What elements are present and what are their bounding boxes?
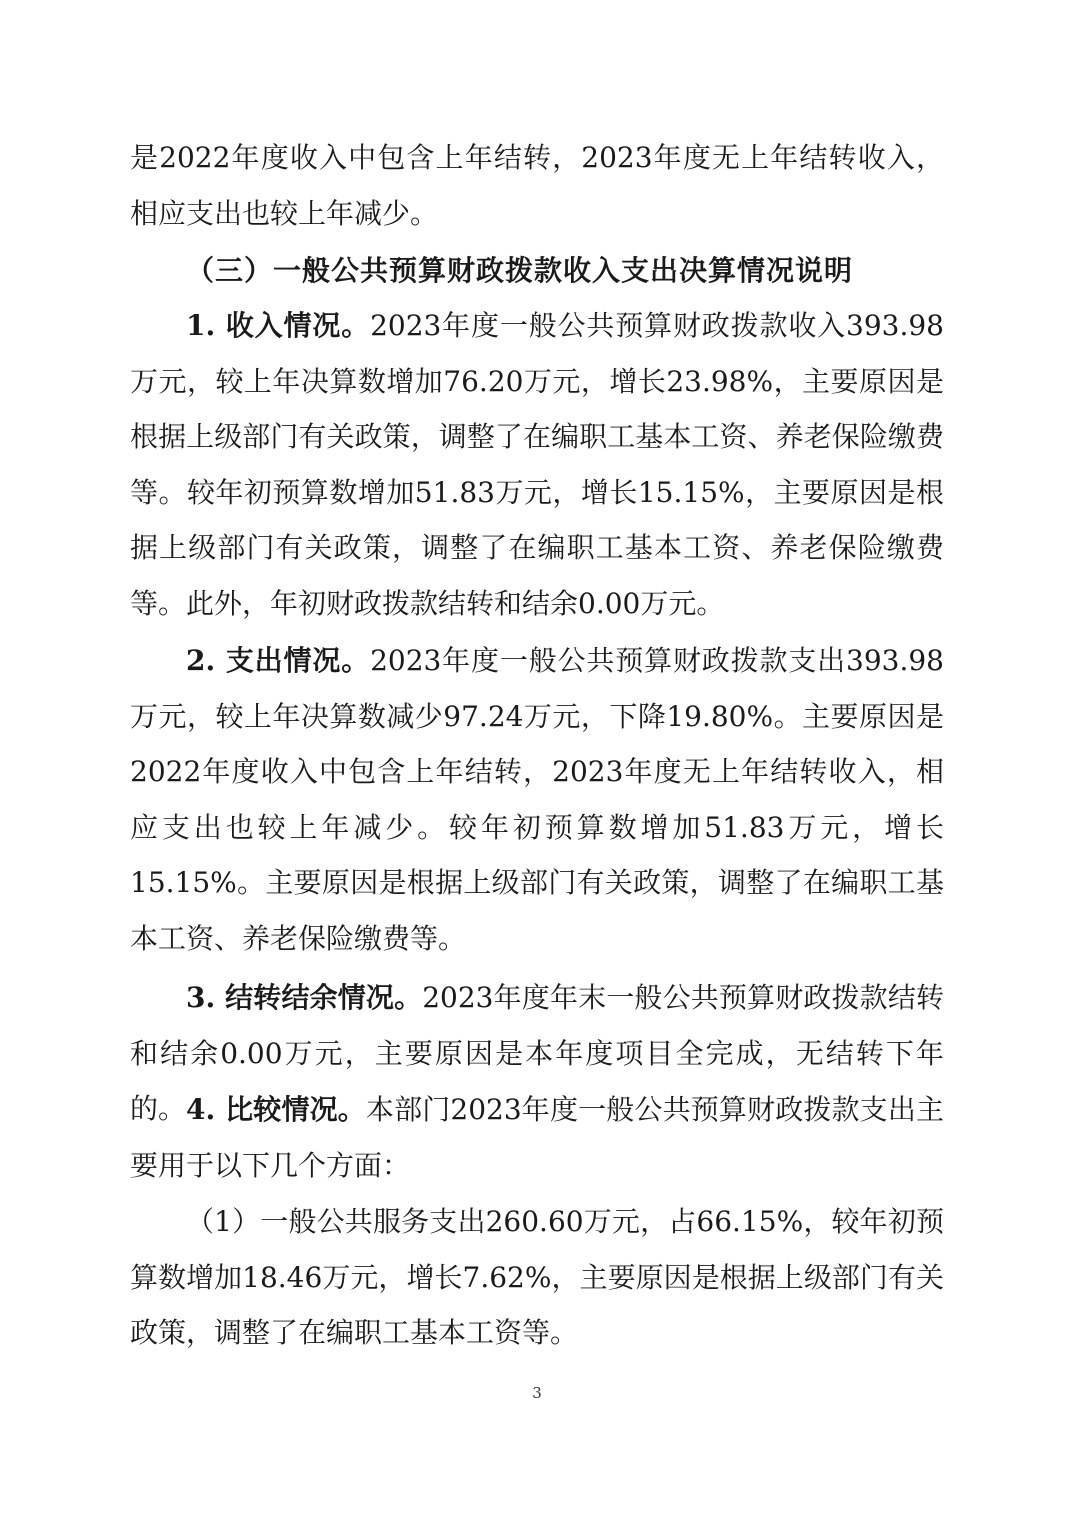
paragraph-item-1	[130, 1194, 944, 1361]
paragraph-lead: 3. 结转结余情况。	[186, 981, 423, 1014]
section-heading-text: （三）一般公共预算财政拨款收入支出决算情况说明	[186, 254, 854, 287]
page-number: 3	[532, 1384, 542, 1402]
paragraph-lead: 2. 支出情况。	[186, 644, 371, 677]
paragraph-lead: 1. 收入情况。	[186, 309, 371, 342]
paragraph-continuation	[130, 130, 944, 241]
paragraph-income	[130, 298, 944, 632]
paragraph-text: 本部门2023年度一般公共预算财政拨款支出主要用于以下几个方面：	[130, 1093, 944, 1182]
paragraph-lead: 4. 比较情况。	[186, 1093, 366, 1126]
paragraph-expenditure	[130, 633, 944, 967]
paragraph-text: 是2022年度收入中包含上年结转，2023年度无上年结转收入，相应支出也较上年减少。	[130, 141, 944, 230]
paragraph-text: 2023年度一般公共预算财政拨款收入393.98万元，较上年决算数增加76.20万元，增长23.98%，主要原因是根据上级部门有关政策，调整了在编职工基本工资、养老保险缴费等。较年初预算数增加51.83万元，增长15.15%，主要原因是根据上级部门有关政策，调整了在编职工基本工资、养老保险缴费等。此外，年初财政拨款结转和结余0.00万元。	[130, 309, 944, 620]
paragraph-text: 2023年度一般公共预算财政拨款支出393.98万元，较上年决算数减少97.24万元，下降19.80%。主要原因是2022年度收入中包含上年结转，2023年度无上年结转收入，相应支出也较上年减少。较年初预算数增加51.83万元，增长15.15%。主要原因是根据上级部门有关政策，调整了在编职工基本工资、养老保险缴费等。	[130, 644, 944, 955]
paragraph-text: （1）一般公共服务支出260.60万元，占66.15%，较年初预算数增加18.46万元，增长7.62%，主要原因是根据上级部门有关政策，调整了在编职工基本工资等。	[130, 1205, 944, 1350]
paragraph-text: 2023年度年末一般公共预算财政拨款结转和结余0.00万元，主要原因是本年度项目全完成，无结转下年的。	[130, 981, 944, 1126]
section-heading	[130, 243, 944, 299]
paragraph-comparison	[130, 1082, 944, 1193]
